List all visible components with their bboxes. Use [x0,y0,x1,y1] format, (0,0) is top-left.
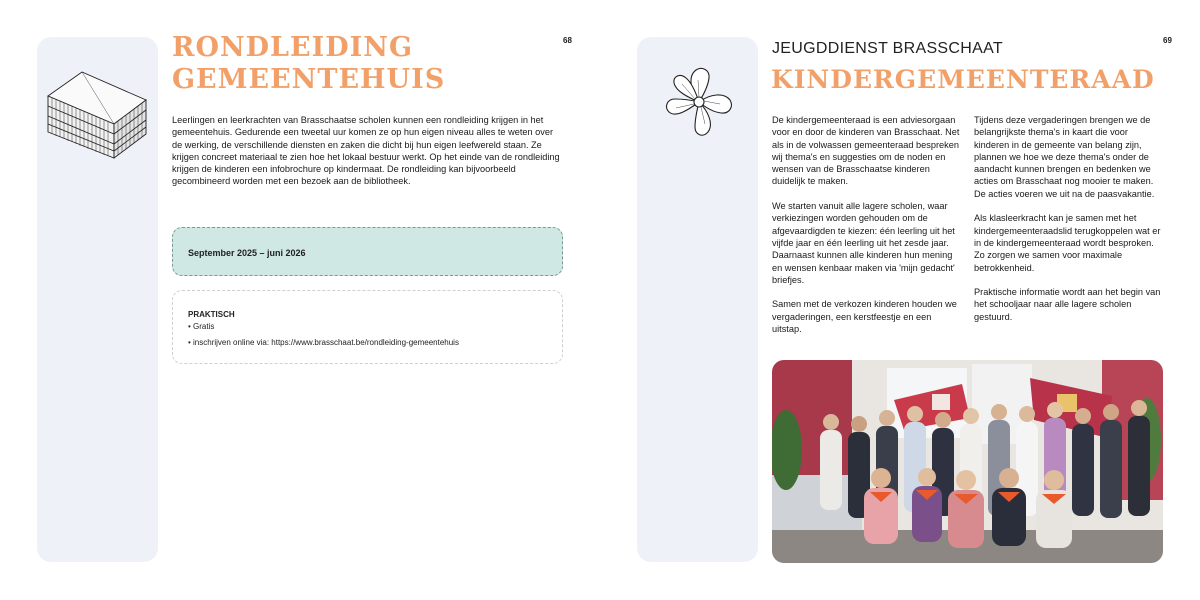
page-title [172,32,445,96]
paragraph: De kindergemeenteraad is een adviesorgaan voor en door de kinderen van Brasschaat. Net als in de volwassen gemeenteraad bespreken wij thema's en suggesties om de noden en wensen van de Brasschaatse kinderen duidelijk te maken. [772,115,960,187]
paragraph: We starten vanuit alle lagere scholen, waar verkiezingen worden gehouden om de afgevaardigden te kiezen: één leerling uit het vijfde jaar en één leerling uit het zesde jaar. Daarnaast kunnen alle kinderen hun mening en wensen kenbaar maken via 'mijn gedacht' briefjes. [772,201,955,285]
practical-info-box [172,290,563,364]
flower-icon [662,66,736,144]
paragraph: Als klasleerkracht kan je samen met het kindergemeenteraadslid terugkoppelen wat er in de kindergemeenteraad wordt besproken. Zo zorgen we samen voor maximale betrokkenheid. [974,213,1161,273]
title-line-1: RONDLEIDING [172,32,414,63]
paragraph: Praktische informatie wordt aan het begin van het schooljaar naar alle lagere scholen gestuurd. [974,287,1161,322]
paragraph: Tijdens deze vergaderingen brengen we de belangrijkste thema's in kaart die voor kinderen in de gemeente van belang zijn, plannen we hoe we deze thema's onder de aandacht kunnen brengen en bedenken we acties om Brasschaat nog mooier te maken. De acties voeren we uit na de paasvakantie. [974,115,1155,199]
date-range: September 2025 – juni 2026 [188,248,306,258]
paragraph: Samen met de verkozen kinderen houden we vergaderingen, een kerstfeestje en een uitstap. [772,299,957,335]
practical-item-price: • Gratis [188,322,215,331]
text-column-2 [974,114,1164,335]
title-line-2: GEMEENTEHUIS [172,64,446,95]
intro-paragraph: Leerlingen en leerkrachten van Brasschaatse scholen kunnen een rondleiding krijgen in het gemeentehuis. Gedurende een tweetal uur komen ze op hun eigen niveau alles te weten over de werking, de verschillende diensten en zaken die dicht bij hun eigen leefwereld staan. Ze krijgen concreet materiaal te zien hoe het lokaal bestuur werkt. Op het einde van de rondleiding krijgen de kinderen een infobrochure op kindermaat. De rondleiding kan bijvoorbeeld gecombineerd worden met een bezoek aan de bibliotheek. [172,115,560,187]
text-column-1 [772,114,962,348]
page-number: 68 [563,36,572,45]
date-banner [172,227,563,276]
page-number: 69 [1163,36,1172,45]
practical-item-registration-link[interactable]: • inschrijven online via: https://www.brasschaat.be/rondleiding-gemeentehuis [188,338,459,347]
group-photo [772,360,1163,563]
page-title: KINDERGEMEENTERAAD [771,65,1155,94]
practical-info-title: PRAKTISCH [188,310,235,319]
town-hall-building-icon [42,66,150,162]
page-subtitle: JEUGDDIENST BRASSCHAAT [772,40,1003,57]
